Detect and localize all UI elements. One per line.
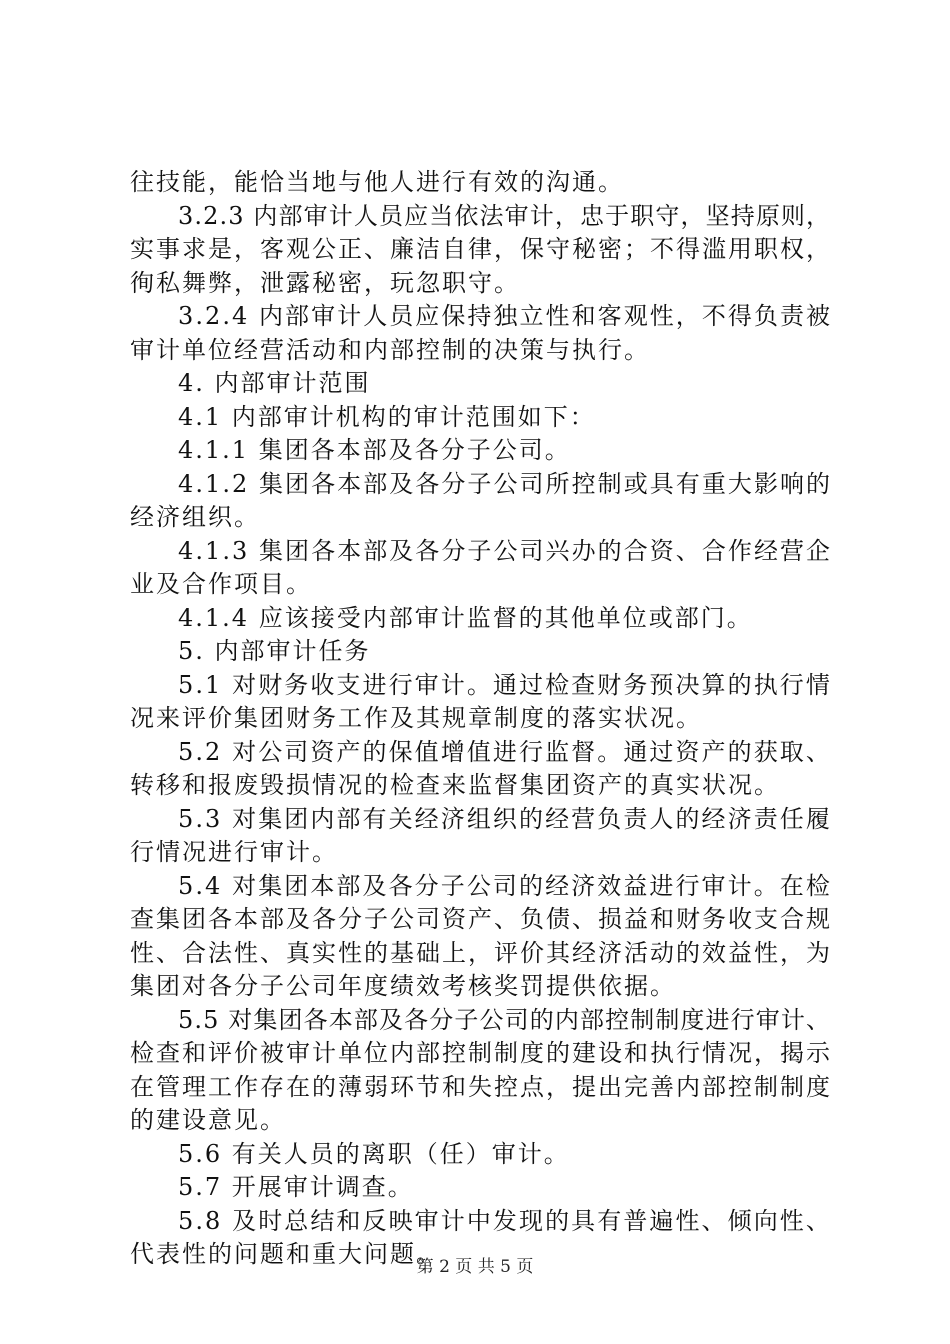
text-line-content: 性、合法性、真实性的基础上，评价其经济活动的效益性，为	[130, 938, 832, 967]
text-line	[130, 267, 520, 300]
text-line	[178, 635, 371, 668]
text-line-content: 的建设意见。	[130, 1106, 286, 1134]
text-line	[178, 669, 832, 702]
text-line	[130, 166, 624, 199]
text-line	[178, 468, 832, 501]
text-line	[178, 535, 832, 568]
text-line-content: 况来评价集团财务工作及其规章制度的落实状况。	[130, 704, 702, 732]
text-line-content: 审计单位经营活动和内部控制的决策与执行。	[130, 335, 650, 364]
text-line	[130, 501, 260, 534]
text-line-content: 4.1.3 集团各本部及各分子公司兴办的合资、合作经营企	[178, 536, 833, 565]
text-line	[178, 300, 832, 333]
text-line	[130, 233, 832, 266]
text-line	[178, 434, 571, 467]
text-line-content: 徇私舞弊，泄露秘密，玩忽职守。	[130, 268, 520, 297]
text-line-content: 往技能，能恰当地与他人进行有效的沟通。	[130, 168, 624, 196]
text-line-content: 业及合作项目。	[130, 570, 312, 598]
text-line-content: 4.1.2 集团各本部及各分子公司所控制或具有重大影响的	[178, 469, 833, 498]
text-line	[178, 870, 832, 903]
text-line-content: 代表性的问题和重大问题。	[130, 1240, 442, 1268]
text-line	[130, 1071, 832, 1104]
text-line	[130, 702, 702, 735]
text-line-content: 5.4 对集团本部及各分子公司的经济效益进行审计。在检	[178, 871, 832, 900]
text-line-content: 查集团各本部及各分子公司资产、负债、损益和财务收支合规	[130, 905, 832, 933]
text-line	[178, 401, 596, 434]
text-line	[130, 568, 312, 601]
text-line-content: 3.2.3 内部审计人员应当依法审计，忠于职守，坚持原则，	[178, 201, 832, 230]
text-line-content: 5.7 开展审计调查。	[178, 1173, 414, 1201]
text-line-content: 5.8 及时总结和反映审计中发现的具有普遍性、倾向性、	[178, 1206, 832, 1235]
text-line-content: 检查和评价被审计单位内部控制制度的建设和执行情况，揭示	[130, 1039, 832, 1067]
text-line-content: 5.1 对财务收支进行审计。通过检查财务预决算的执行情	[178, 670, 832, 699]
page-footer: 第 2 页 共 5 页	[416, 1257, 534, 1277]
text-line	[130, 836, 338, 869]
text-line-content: 实事求是，客观公正、廉洁自律，保守秘密；不得滥用职权，	[130, 235, 832, 263]
text-line-content: 行情况进行审计。	[130, 838, 338, 866]
text-line	[178, 1205, 832, 1238]
text-line-content: 集团对各分子公司年度绩效考核奖罚提供依据。	[130, 972, 676, 1000]
text-line-content: 3.2.4 内部审计人员应保持独立性和客观性，不得负责被	[178, 302, 833, 330]
text-line	[178, 736, 832, 769]
text-line-content: 转移和报废毁损情况的检查来监督集团资产的真实状况。	[130, 771, 780, 799]
text-line	[178, 200, 831, 233]
text-line	[178, 367, 371, 400]
text-line	[178, 1171, 414, 1204]
text-line-content: 5.6 有关人员的离职（任）审计。	[178, 1139, 570, 1168]
text-line	[178, 1138, 570, 1171]
text-line	[130, 937, 832, 970]
text-line-content: 5.5 对集团各本部及各分子公司的内部控制制度进行审计、	[178, 1005, 832, 1034]
text-line-content: 5.2 对公司资产的保值增值进行监督。通过资产的获取、	[178, 737, 832, 766]
text-line	[178, 1004, 831, 1037]
text-line	[130, 903, 832, 936]
text-line	[130, 769, 780, 802]
text-line	[178, 602, 753, 635]
text-line	[130, 1037, 832, 1070]
text-line	[130, 334, 650, 367]
text-line-content: 在管理工作存在的薄弱环节和失控点，提出完善内部控制制度	[130, 1072, 832, 1101]
text-line	[130, 1104, 286, 1137]
text-line-content: 5. 内部审计任务	[178, 637, 371, 665]
text-line-content: 5.3 对集团内部有关经济组织的经营负责人的经济责任履	[178, 804, 832, 833]
text-line	[178, 803, 832, 836]
text-line-content: 4.1.1 集团各本部及各分子公司。	[178, 436, 571, 464]
text-line-content: 4.1 内部审计机构的审计范围如下：	[178, 402, 596, 431]
text-line-content: 4.1.4 应该接受内部审计监督的其他单位或部门。	[178, 603, 753, 632]
text-line-content: 经济组织。	[130, 503, 260, 531]
text-line-content: 4. 内部审计范围	[178, 369, 371, 397]
text-line	[130, 970, 676, 1003]
